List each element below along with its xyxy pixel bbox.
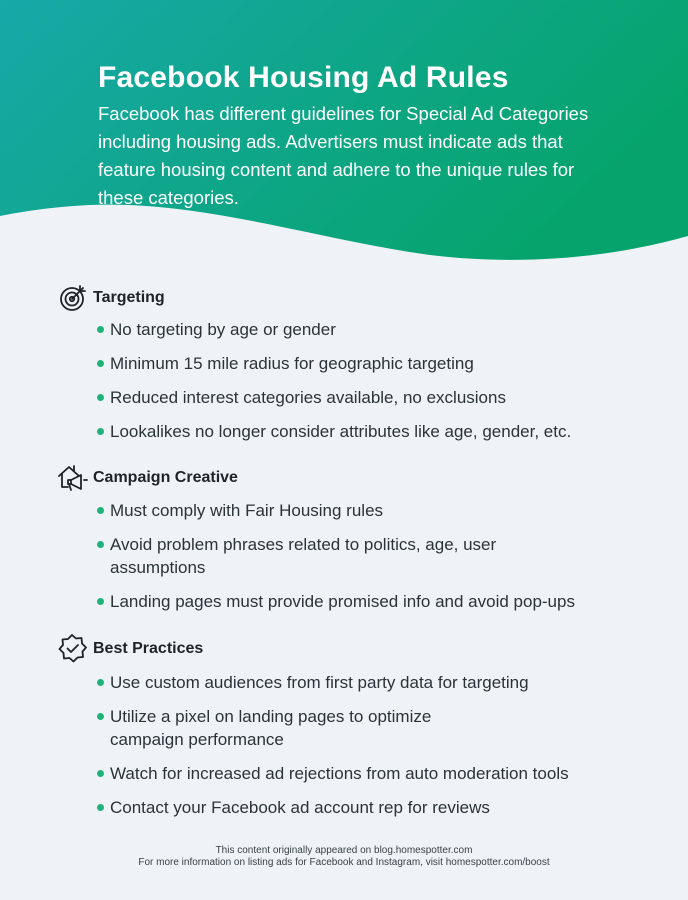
list-item: No targeting by age or gender	[97, 318, 657, 341]
section-best-practices	[57, 633, 657, 819]
section-targeting	[57, 282, 657, 443]
page-description: Facebook has different guidelines for Special Ad Categories including housing ads. Advertisers must indicate ads that feature housing content and adhere to the unique rules for these categories.	[98, 103, 589, 208]
list-item: Reduced interest categories available, no exclusions	[97, 386, 657, 409]
footer-info-line: For more information on listing ads for Facebook and Instagram, visit homespotter.com/boost	[138, 857, 550, 868]
list-item: Utilize a pixel on landing pages to optimize campaign performance	[97, 705, 490, 751]
list-item: Minimum 15 mile radius for geographic targeting	[97, 352, 657, 375]
footer-source-line: This content originally appeared on blog.homespotter.com	[215, 845, 473, 856]
target-icon	[57, 282, 89, 314]
house-megaphone-icon	[57, 462, 89, 494]
check-badge-icon	[57, 633, 89, 665]
page-title: Facebook Housing Ad Rules	[98, 61, 509, 94]
section-title: Targeting	[93, 289, 165, 306]
list-item: Must comply with Fair Housing rules	[97, 499, 657, 522]
footer	[0, 845, 688, 869]
list-item: Landing pages must provide promised info and avoid pop-ups	[97, 590, 657, 613]
list-item: Contact your Facebook ad account rep for reviews	[97, 796, 657, 819]
list-item: Avoid problem phrases related to politics, age, user assumptions	[97, 533, 500, 579]
section-title: Campaign Creative	[93, 469, 238, 486]
header-banner	[0, 0, 688, 270]
list-item: Lookalikes no longer consider attributes like age, gender, etc.	[97, 420, 657, 443]
list-item: Watch for increased ad rejections from auto moderation tools	[97, 762, 657, 785]
section-campaign-creative	[57, 462, 657, 613]
section-title: Best Practices	[93, 640, 204, 657]
list-item: Use custom audiences from first party data for targeting	[97, 671, 657, 694]
